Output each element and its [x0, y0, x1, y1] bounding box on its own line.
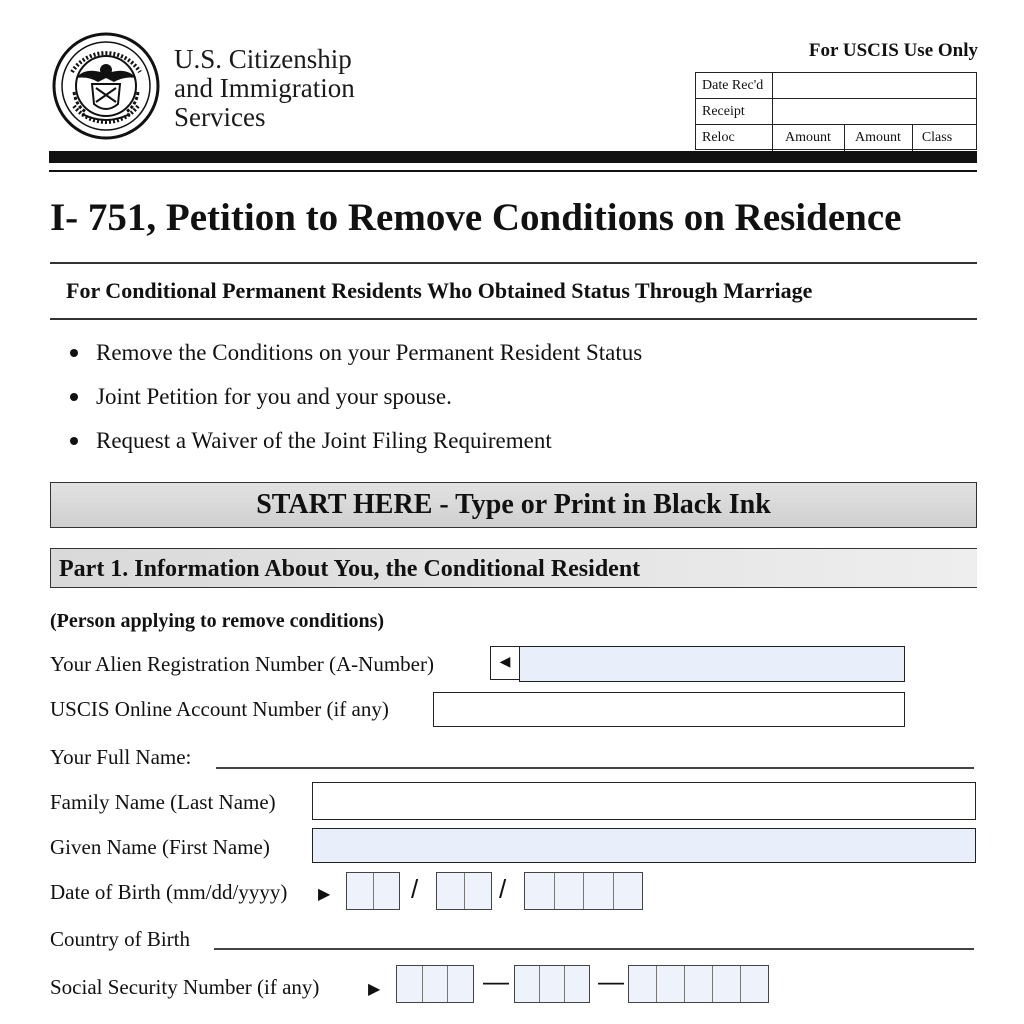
a-number-label: Your Alien Registration Number (A-Number) — [50, 652, 434, 676]
ssn-arrow-icon: ▶ — [368, 981, 381, 998]
form-title: I- 751, Petition to Remove Conditions on Residence — [50, 196, 902, 239]
dob-month-input[interactable] — [346, 872, 400, 910]
title-divider — [50, 262, 977, 264]
dob-day-input[interactable] — [436, 872, 492, 910]
dhs-seal-icon — [52, 32, 160, 140]
form-subtitle: For Conditional Permanent Residents Who Obtained Status Through Marriage — [66, 278, 813, 303]
bullet-item: Joint Petition for you and your spouse. — [68, 382, 642, 426]
uscis-row-reloc — [696, 125, 976, 151]
a-number-input[interactable] — [519, 646, 905, 682]
full-name-label: Your Full Name: — [50, 745, 192, 769]
purpose-bullet-list — [68, 338, 642, 470]
uscis-sub-amount-2: Amount — [855, 130, 901, 145]
full-name-underline — [216, 767, 974, 769]
uscis-row-receipt — [696, 99, 976, 125]
a-number-prefix-icon: ◀ — [490, 646, 520, 680]
start-here-banner: START HERE - Type or Print in Black Ink — [50, 482, 977, 528]
online-account-input[interactable] — [433, 692, 905, 727]
ssn-label: Social Security Number (if any) — [50, 975, 320, 999]
uscis-use-only-title: For USCIS Use Only — [808, 40, 978, 61]
uscis-row-label: Date Rec'd — [702, 78, 764, 93]
dob-separator: / — [499, 874, 507, 904]
header-rule-thin — [49, 170, 977, 172]
part1-note: (Person applying to remove conditions) — [50, 610, 385, 632]
country-of-birth-line[interactable] — [214, 948, 974, 950]
given-name-input[interactable] — [312, 828, 976, 863]
agency-name-line-2: and Immigration — [174, 73, 355, 103]
family-name-input[interactable] — [312, 782, 976, 820]
ssn-separator: — — [598, 966, 624, 996]
online-account-label: USCIS Online Account Number (if any) — [50, 697, 389, 721]
family-name-label: Family Name (Last Name) — [50, 790, 276, 814]
dob-year-input[interactable] — [524, 872, 643, 910]
uscis-row-label: Reloc — [702, 130, 735, 145]
agency-name-line-3: Services — [174, 102, 266, 132]
subtitle-divider — [50, 318, 977, 320]
uscis-row-label: Receipt — [702, 104, 745, 119]
dob-arrow-icon: ▶ — [318, 886, 331, 903]
agency-name-line-1: U.S. Citizenship — [174, 44, 352, 74]
ssn-serial-input[interactable] — [628, 965, 769, 1003]
header-rule-thick — [49, 151, 977, 163]
ssn-group-input[interactable] — [514, 965, 590, 1003]
dob-separator: / — [411, 874, 419, 904]
country-of-birth-label: Country of Birth — [50, 927, 190, 951]
given-name-label: Given Name (First Name) — [50, 835, 270, 859]
bullet-item: Request a Waiver of the Joint Filing Requirement — [68, 426, 642, 470]
ssn-separator: — — [483, 966, 509, 996]
ssn-area-input[interactable] — [396, 965, 474, 1003]
uscis-sub-amount-1: Amount — [785, 130, 831, 145]
part1-heading: Part 1. Information About You, the Conditional Resident — [50, 548, 977, 588]
uscis-use-only-box — [695, 72, 977, 150]
bullet-item: Remove the Conditions on your Permanent Resident Status — [68, 338, 642, 382]
uscis-row-date-recd — [696, 73, 976, 99]
dob-label: Date of Birth (mm/dd/yyyy) — [50, 880, 288, 904]
uscis-sub-class: Class — [921, 130, 953, 145]
